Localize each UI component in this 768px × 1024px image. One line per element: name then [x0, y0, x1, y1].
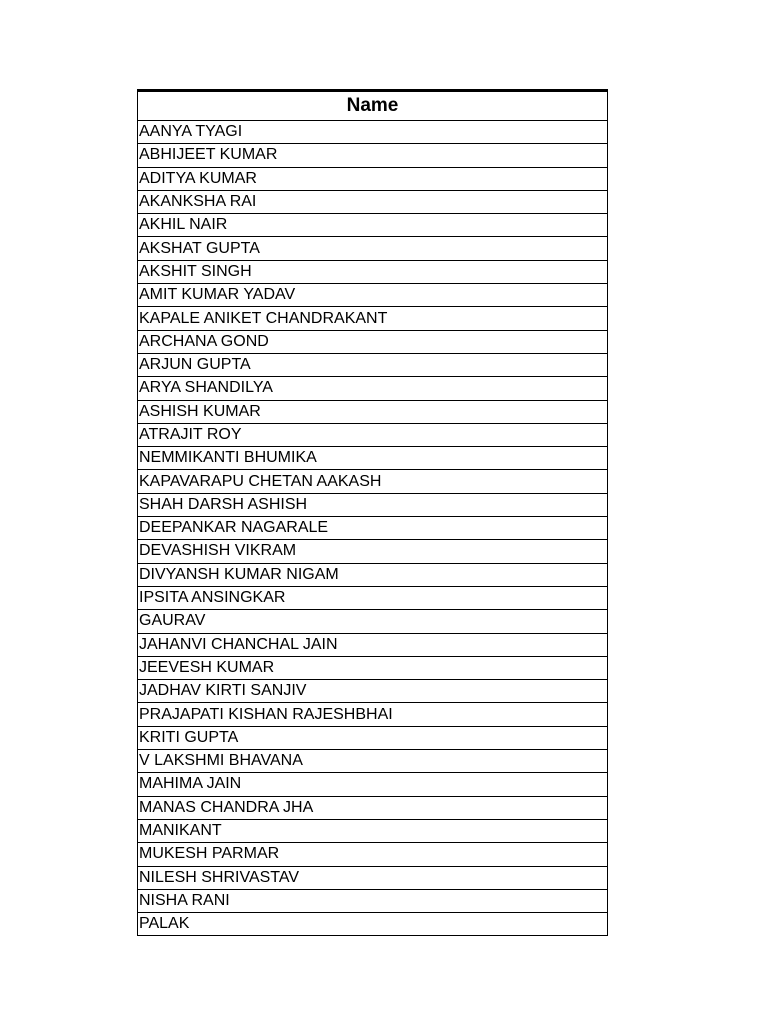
name-cell: ATRAJIT ROY	[138, 423, 608, 446]
table-row	[138, 190, 608, 213]
table-row	[138, 237, 608, 260]
table-row	[138, 214, 608, 237]
table-row	[138, 167, 608, 190]
table-row	[138, 540, 608, 563]
name-rows	[138, 121, 608, 936]
table-row	[138, 750, 608, 773]
table-row	[138, 656, 608, 679]
name-cell: JEEVESH KUMAR	[138, 656, 608, 679]
table-row	[138, 260, 608, 283]
name-cell: KAPALE ANIKET CHANDRAKANT	[138, 307, 608, 330]
name-cell: AKSHIT SINGH	[138, 260, 608, 283]
name-cell: DIVYANSH KUMAR NIGAM	[138, 563, 608, 586]
name-cell: PALAK	[138, 913, 608, 936]
table-row	[138, 610, 608, 633]
name-cell: ARYA SHANDILYA	[138, 377, 608, 400]
table-row	[138, 121, 608, 144]
table-row	[138, 400, 608, 423]
name-cell: AKANKSHA RAI	[138, 190, 608, 213]
table-row	[138, 843, 608, 866]
table-row	[138, 889, 608, 912]
name-cell: ARCHANA GOND	[138, 330, 608, 353]
name-cell: MANAS CHANDRA JHA	[138, 796, 608, 819]
table-row	[138, 726, 608, 749]
table-row	[138, 353, 608, 376]
table-row	[138, 703, 608, 726]
name-cell: JADHAV KIRTI SANJIV	[138, 680, 608, 703]
name-cell: MUKESH PARMAR	[138, 843, 608, 866]
table-row	[138, 633, 608, 656]
name-cell: KRITI GUPTA	[138, 726, 608, 749]
table-row	[138, 819, 608, 842]
name-cell: ARJUN GUPTA	[138, 353, 608, 376]
table-row	[138, 773, 608, 796]
table-row	[138, 330, 608, 353]
name-cell: DEEPANKAR NAGARALE	[138, 517, 608, 540]
name-cell: GAURAV	[138, 610, 608, 633]
name-cell: AMIT KUMAR YADAV	[138, 284, 608, 307]
name-cell: AANYA TYAGI	[138, 121, 608, 144]
table-row	[138, 913, 608, 936]
table-row	[138, 377, 608, 400]
name-cell: AKSHAT GUPTA	[138, 237, 608, 260]
name-column-header: Name	[138, 91, 608, 121]
table-row	[138, 423, 608, 446]
table-row	[138, 866, 608, 889]
name-cell: ASHISH KUMAR	[138, 400, 608, 423]
table-row	[138, 680, 608, 703]
name-cell: V LAKSHMI BHAVANA	[138, 750, 608, 773]
table-row	[138, 447, 608, 470]
name-cell: NISHA RANI	[138, 889, 608, 912]
name-cell: NILESH SHRIVASTAV	[138, 866, 608, 889]
table-row	[138, 517, 608, 540]
name-table	[137, 89, 608, 936]
table-row	[138, 586, 608, 609]
table-row	[138, 144, 608, 167]
name-cell: SHAH DARSH ASHISH	[138, 493, 608, 516]
table-row	[138, 493, 608, 516]
name-cell: JAHANVI CHANCHAL JAIN	[138, 633, 608, 656]
name-cell: DEVASHISH VIKRAM	[138, 540, 608, 563]
name-cell: ABHIJEET KUMAR	[138, 144, 608, 167]
table-row	[138, 470, 608, 493]
name-list-sheet	[137, 89, 608, 936]
name-cell: PRAJAPATI KISHAN RAJESHBHAI	[138, 703, 608, 726]
name-cell: KAPAVARAPU CHETAN AAKASH	[138, 470, 608, 493]
name-cell: AKHIL NAIR	[138, 214, 608, 237]
table-row	[138, 307, 608, 330]
name-cell: MAHIMA JAIN	[138, 773, 608, 796]
name-cell: IPSITA ANSINGKAR	[138, 586, 608, 609]
table-row	[138, 284, 608, 307]
header-row	[138, 91, 608, 121]
name-cell: MANIKANT	[138, 819, 608, 842]
table-row	[138, 563, 608, 586]
name-cell: NEMMIKANTI BHUMIKA	[138, 447, 608, 470]
table-row	[138, 796, 608, 819]
name-cell: ADITYA KUMAR	[138, 167, 608, 190]
